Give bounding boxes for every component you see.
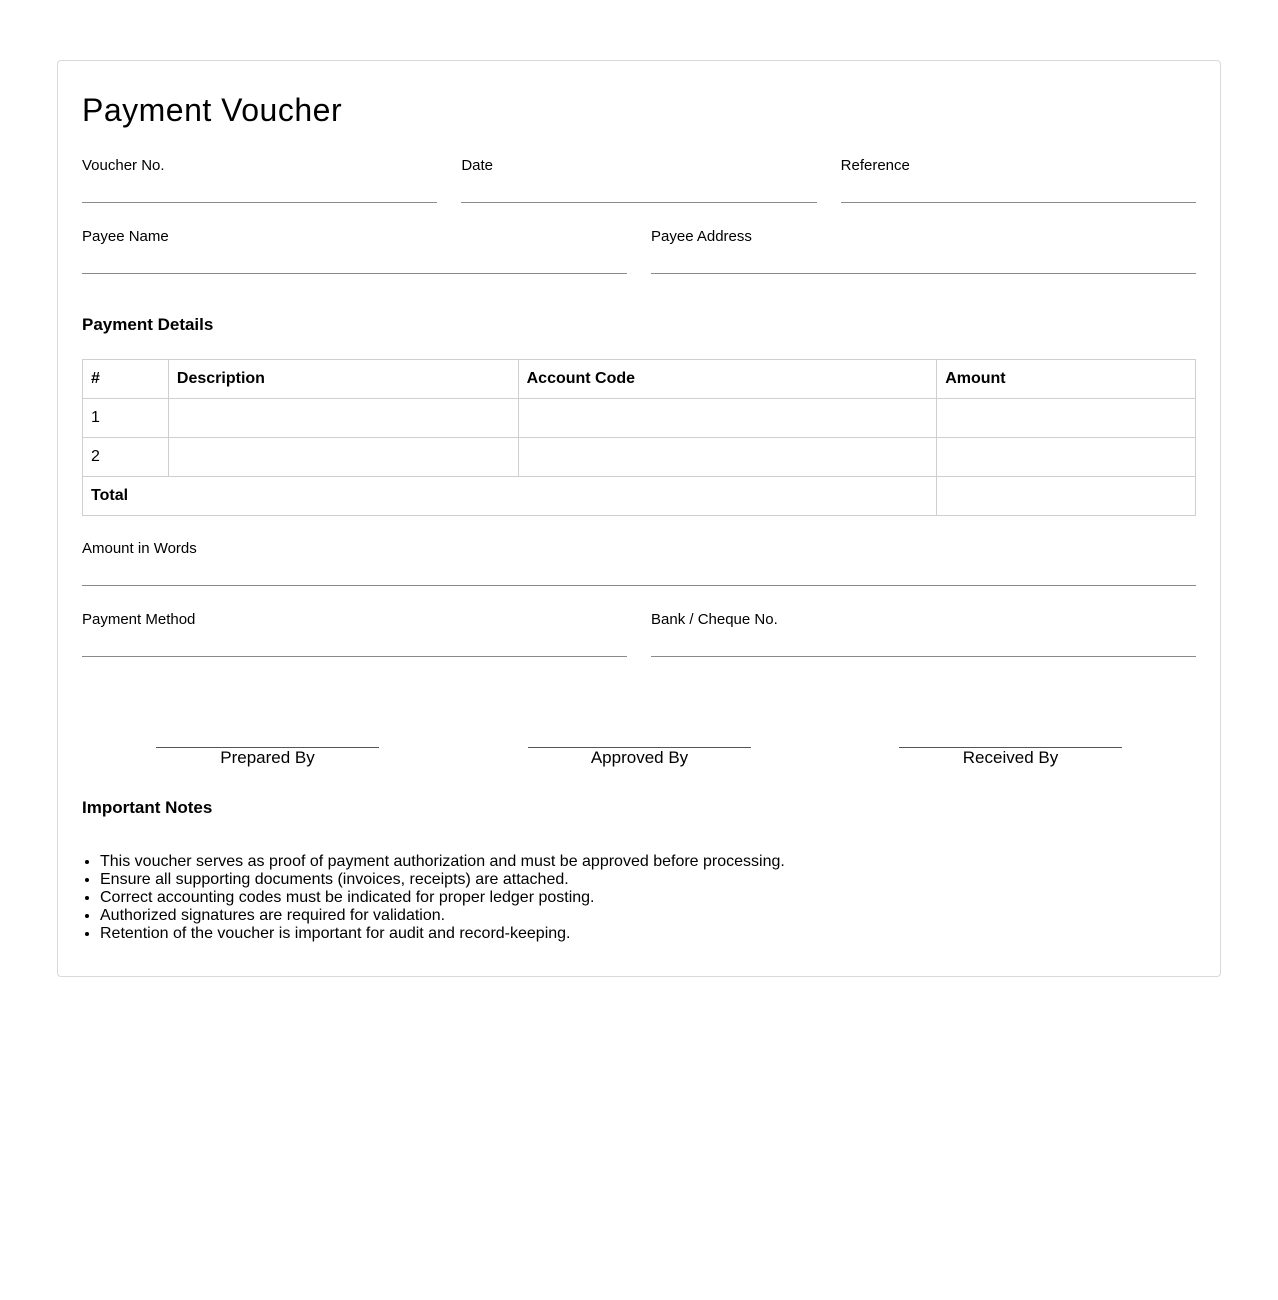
amount-in-words-row	[82, 540, 1196, 586]
payment-details-heading: Payment Details	[82, 315, 214, 334]
total-row	[83, 477, 1196, 516]
payee-name-label: Payee Name	[82, 228, 169, 245]
column-header-description: Description	[168, 360, 518, 399]
column-header-number: #	[83, 360, 169, 399]
payee-row	[82, 228, 1196, 274]
bank-cheque-no-input-line[interactable]	[651, 656, 1196, 657]
bank-cheque-no-field	[651, 611, 1196, 657]
bank-cheque-no-label: Bank / Cheque No.	[651, 611, 778, 628]
description-cell[interactable]	[168, 399, 518, 438]
table-header-row	[83, 360, 1196, 399]
list-item: • Ensure all supporting documents (invoices, receipts) are attached.	[100, 871, 785, 889]
voucher-info-row	[82, 157, 1196, 203]
payee-address-input-line[interactable]	[651, 273, 1196, 274]
signature-approved-by	[528, 747, 751, 767]
date-input-line[interactable]	[461, 202, 816, 203]
payment-method-field	[82, 611, 627, 657]
payee-address-field	[651, 228, 1196, 274]
reference-label: Reference	[840, 157, 910, 174]
total-label: Total	[83, 477, 937, 516]
amount-cell[interactable]	[937, 438, 1196, 477]
table-row	[83, 399, 1196, 438]
payee-name-field	[82, 228, 627, 274]
column-header-amount: Amount	[937, 360, 1196, 399]
payee-name-input-line[interactable]	[82, 273, 627, 274]
date-label: Date	[461, 157, 494, 174]
list-item: • Authorized signatures are required for validation.	[100, 907, 785, 925]
payment-details-table	[82, 359, 1196, 516]
list-item: • Correct accounting codes must be indicated for proper ledger posting.	[100, 889, 785, 907]
amount-in-words-field	[82, 540, 1196, 586]
reference-input-line[interactable]	[841, 202, 1196, 203]
list-item: • Retention of the voucher is important for audit and record-keeping.	[100, 925, 785, 943]
payment-method-label: Payment Method	[82, 611, 196, 628]
row-number-cell: 1	[83, 399, 169, 438]
voucher-no-input-line[interactable]	[82, 202, 437, 203]
total-amount-cell[interactable]	[937, 477, 1196, 516]
important-notes-heading: Important Notes	[82, 798, 213, 817]
row-number-cell: 2	[83, 438, 169, 477]
account-code-cell[interactable]	[518, 438, 937, 477]
column-header-account-code: Account Code	[518, 360, 937, 399]
signature-label: Prepared By	[220, 748, 315, 767]
amount-in-words-label: Amount in Words	[82, 540, 197, 557]
page-title: Payment Voucher	[82, 92, 343, 128]
signature-section	[82, 747, 1196, 787]
signature-prepared-by	[156, 747, 379, 767]
list-item: • This voucher serves as proof of payment authorization and must be approved before processing.	[100, 853, 785, 871]
payment-method-row	[82, 611, 1196, 657]
voucher-no-field	[82, 157, 437, 203]
amount-cell[interactable]	[937, 399, 1196, 438]
amount-in-words-input-line[interactable]	[82, 585, 1196, 586]
payment-method-input-line[interactable]	[82, 656, 627, 657]
signature-label: Approved By	[590, 748, 689, 767]
voucher-no-label: Voucher No.	[82, 157, 165, 174]
signature-received-by	[899, 747, 1122, 767]
description-cell[interactable]	[168, 438, 518, 477]
payment-voucher-form	[57, 60, 1221, 977]
notes-list	[82, 853, 785, 943]
reference-field	[841, 157, 1196, 203]
table-row	[83, 438, 1196, 477]
signature-label: Received By	[962, 748, 1059, 767]
date-field	[461, 157, 816, 203]
payee-address-label: Payee Address	[651, 228, 752, 245]
account-code-cell[interactable]	[518, 399, 937, 438]
